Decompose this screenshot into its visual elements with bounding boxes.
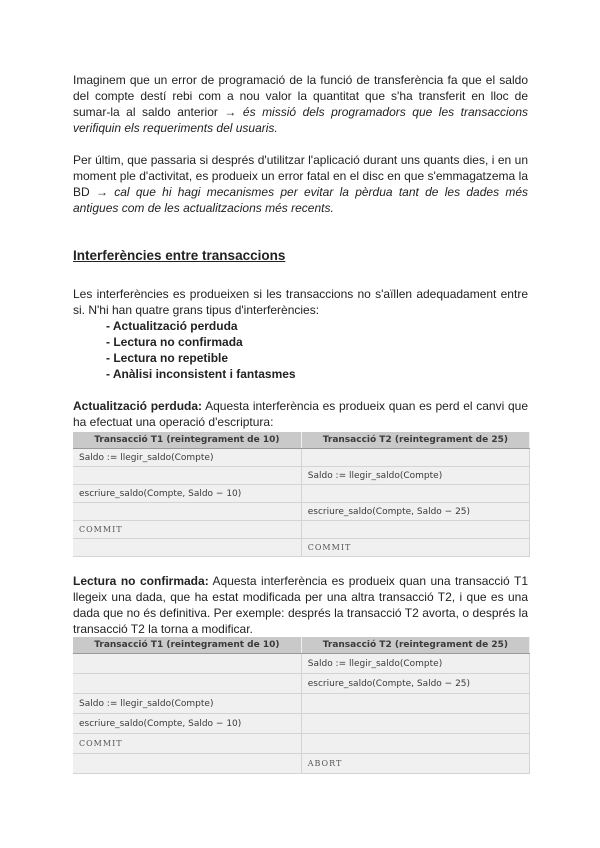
list-item: - Actualització perduda <box>106 318 296 334</box>
lost-update-paragraph <box>73 398 528 430</box>
paragraph-text: Imaginem que un error de programació de la funció de transferència fa que el saldo del compte destí rebi com a nou valor la quantitat que s'ha transferit en lloc de sumar-la al saldo anterior → <box>73 73 528 119</box>
table-cell: escriure_saldo(Compte, Saldo − 25) <box>301 503 529 521</box>
table-cell <box>73 674 301 694</box>
table-cell <box>301 714 529 734</box>
table-row <box>73 674 530 694</box>
table-row <box>73 467 530 485</box>
table-row <box>73 694 530 714</box>
table-cell <box>73 754 301 774</box>
term-description: Aquesta interferència es produeix quan una transacció T1 llegeix una dada, que ha estat modificada per una altra transacció T2, i que es una dada que no és definitiva. Per exemple: després la transacció T2 avorta, o després la transacció T2 la torna a modificar. <box>73 574 528 636</box>
table-cell <box>73 503 301 521</box>
table-row <box>73 485 530 503</box>
column-header: Transacció T1 (reintegrament de 10) <box>73 432 301 449</box>
term-label: Lectura no confirmada: <box>73 574 209 588</box>
table-cell: escriure_saldo(Compte, Saldo − 25) <box>301 674 529 694</box>
table-cell <box>73 539 301 557</box>
table-cell: Saldo := llegir_saldo(Compte) <box>73 449 301 467</box>
table-cell <box>301 449 529 467</box>
term-description: Aquesta interferència es produeix quan es perd el canvi que ha efectuat una operació d'escriptura: <box>73 399 528 429</box>
table-row <box>73 521 530 539</box>
column-header: Transacció T1 (reintegrament de 10) <box>73 637 301 654</box>
column-header: Transacció T2 (reintegrament de 25) <box>301 432 529 449</box>
table-cell <box>301 485 529 503</box>
table-cell <box>301 734 529 754</box>
list-item: - Lectura no confirmada <box>106 334 296 350</box>
table-header-row <box>73 432 530 449</box>
table-cell <box>301 694 529 714</box>
table-cell: COMMIT <box>301 539 529 557</box>
table-cell: escriure_saldo(Compte, Saldo − 10) <box>73 714 301 734</box>
paragraph-programming-error <box>73 72 528 136</box>
table-cell <box>301 521 529 539</box>
table-cell <box>73 467 301 485</box>
uncommitted-read-table <box>73 637 530 774</box>
section-heading: Interferències entre transaccions <box>73 248 286 263</box>
paragraph-disk-failure <box>73 152 528 216</box>
table-cell: COMMIT <box>73 734 301 754</box>
column-header: Transacció T2 (reintegrament de 25) <box>301 637 529 654</box>
term-label: Actualització perduda: <box>73 399 203 413</box>
paragraph-text: Per últim, que passaria si després d'utilitzar l'aplicació durant uns quants dies, i en un moment ple d'activitat, es produeix un error fatal en el disc en que s'emmagatzema la BD → <box>73 153 528 199</box>
interference-types-list <box>106 318 296 382</box>
table-cell: COMMIT <box>73 521 301 539</box>
table-cell: Saldo := llegir_saldo(Compte) <box>73 694 301 714</box>
table-header-row <box>73 637 530 654</box>
table-row <box>73 503 530 521</box>
table-cell: ABORT <box>301 754 529 774</box>
table-row <box>73 734 530 754</box>
table-row <box>73 654 530 674</box>
table-row <box>73 714 530 734</box>
table-cell: Saldo := llegir_saldo(Compte) <box>301 467 529 485</box>
table-row <box>73 539 530 557</box>
table-row <box>73 449 530 467</box>
list-item: - Lectura no repetible <box>106 350 296 366</box>
list-item: - Anàlisi inconsistent i fantasmes <box>106 366 296 382</box>
uncommitted-read-paragraph <box>73 573 528 637</box>
table-cell <box>73 654 301 674</box>
table-cell: escriure_saldo(Compte, Saldo − 10) <box>73 485 301 503</box>
lost-update-table <box>73 432 530 557</box>
section-intro: Les interferències es produeixen si les transaccions no s'aïllen adequadament entre si. N'hi han quatre grans tipus d'interferències: <box>73 287 528 317</box>
paragraph-emphasis: és missió dels programadors que les transaccions verifiquin els requeriments del usuaris. <box>73 105 529 135</box>
table-cell: Saldo := llegir_saldo(Compte) <box>301 654 529 674</box>
paragraph-emphasis: cal que hi hagi mecanismes per evitar la pèrdua tant de les dades més antigues com de les actualitzacions més recents. <box>73 185 529 215</box>
table-row <box>73 754 530 774</box>
